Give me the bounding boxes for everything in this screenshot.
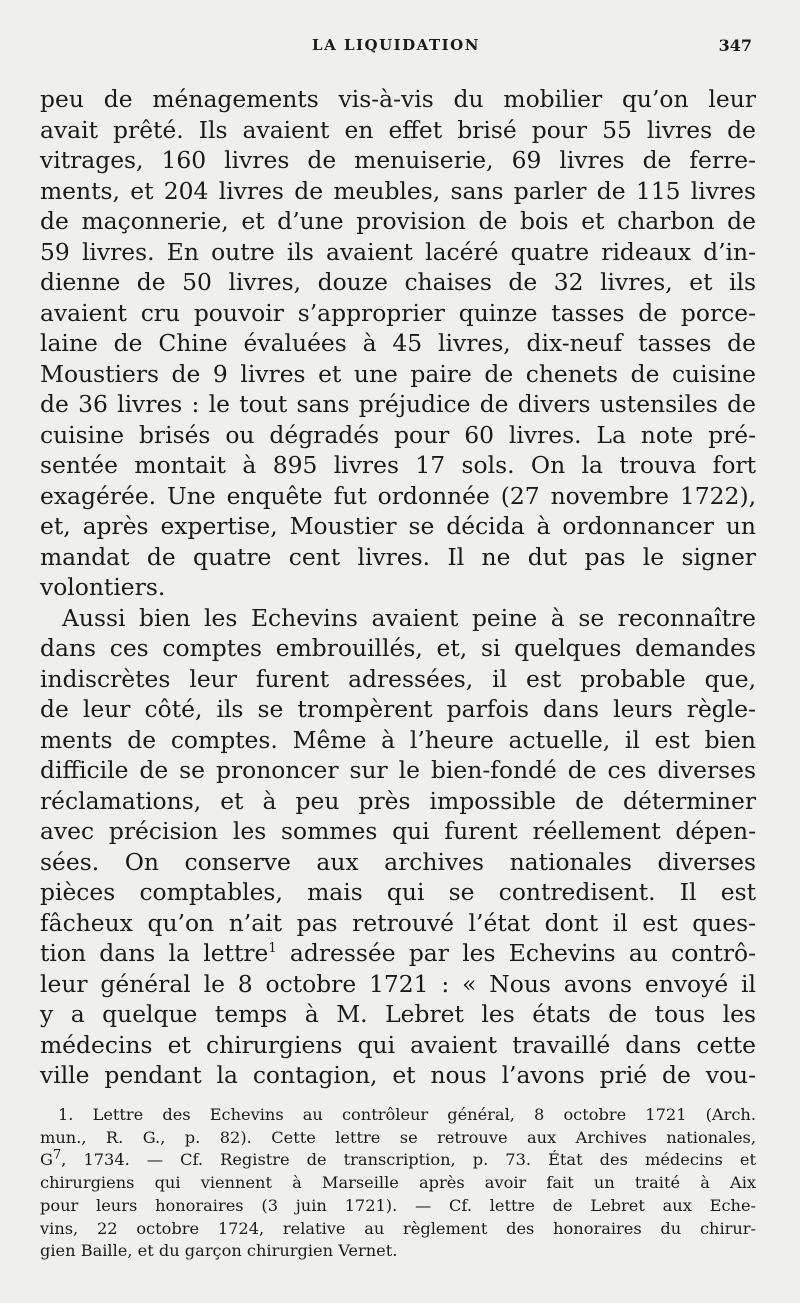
superscript: 7 [52,1148,62,1164]
text-line: fâcheux qu’on n’ait pas retrouvé l’état dont il est ques- [40,908,756,937]
text-line: de 36 livres : le tout sans préjudice de divers ustensiles de [40,390,756,418]
text-line: difficile de se prononcer sur le bien-fondé de ces diverses [40,756,756,784]
text-line [40,938,756,969]
page-header [40,36,752,62]
text-line: réclamations, et à peu près impossible de déterminer [40,786,756,815]
text-line: ments de comptes. Même à l’heure actuelle, il est bien [40,725,756,754]
text-line: Moustiers de 9 livres et une paire de chenets de cuisine [40,359,756,388]
text-line: exagérée. Une enquête fut ordonnée (27 novembre 1722), [40,481,756,510]
text-line: sées. On conserve aux archives nationales diverses [40,847,756,876]
footnote-line: chirurgiens qui viennent à Marseille après avoir fait un traité à Aix [40,1173,756,1193]
text-line: de maçonnerie, et d’une provision de bois et charbon de [40,207,756,235]
text-line: avaient cru pouvoir s’approprier quinze tasses de porce- [40,298,756,327]
text-line: de leur côté, ils se trompèrent parfois dans leurs règle- [40,695,756,723]
footnotes [40,1104,756,1263]
text-line: dans ces comptes embrouillés, et, si quelques demandes [40,634,756,662]
footnote-line: vins, 22 octobre 1724, relative au règlement des honoraires du chirur- [40,1218,756,1238]
text-line: sentée montait à 895 livres 17 sols. On la trouva fort [40,451,756,479]
page-number: 347 [718,36,752,55]
running-title: LA LIQUIDATION [312,36,480,54]
text-line: peu de ménagements vis-à-vis du mobilier qu’on leur [40,85,756,113]
footnote-line: pour leurs honoraires (3 juin 1721). — Cf. lettre de Lebret aux Eche- [40,1195,756,1215]
text-line: et, après expertise, Moustier se décida à ordonnancer un [40,512,756,540]
text-line: vitrages, 160 livres de menuiserie, 69 livres de ferre- [40,146,756,174]
text-fragment: adressée par les Echevins au contrô- [276,939,756,967]
text-line: volontiers. [40,573,166,601]
text-line: mandat de quatre cent livres. Il ne dut pas le signer [40,542,756,571]
text-line: 59 livres. En outre ils avaient lacéré quatre rideaux d’in- [40,237,756,266]
body-text [40,84,756,1091]
text-line: Aussi bien les Echevins avaient peine à se reconnaître [62,603,756,632]
text-line: médecins et chirurgiens qui avaient travaillé dans cette [40,1030,756,1059]
text-line: y a quelque temps à M. Lebret les états de tous les [40,1000,756,1028]
text-line: ments, et 204 livres de meubles, sans parler de 115 livres [40,176,756,205]
footnote-line: 1. Lettre des Echevins au contrôleur général, 8 octobre 1721 (Arch. [58,1105,756,1124]
footnote-line: mun., R. G., p. 82). Cette lettre se retrouve aux Archives nationales, [40,1127,756,1147]
text-fragment: tion dans la lettre [40,939,269,967]
text-line: ville pendant la contagion, et nous l’avons prié de vou- [40,1061,756,1089]
text-line: laine de Chine évaluées à 45 livres, dix-neuf tasses de [40,329,756,357]
text-line: indiscrètes leur furent adressées, il est probable que, [40,664,756,693]
text-line: pièces comptables, mais qui se contredisent. Il est [40,878,756,906]
text-line: avec précision les sommes qui furent réellement dépen- [40,817,756,845]
text-line: dienne de 50 livres, douze chaises de 32 livres, et ils [40,268,756,296]
footnote-line [40,1149,756,1172]
footnote-line: gien Baille, et du garçon chirurgien Vernet. [40,1241,398,1261]
footnote-marker: 1 [268,941,277,957]
text-line: cuisine brisés ou dégradés pour 60 livres. La note pré- [40,420,756,449]
text-line: leur général le 8 octobre 1721 : « Nous avons envoyé il [40,969,756,998]
text-fragment: , 1734. — Cf. Registre de transcription, p. 73. État des médecins et [61,1150,756,1170]
text-fragment: G [40,1150,53,1170]
text-line: avait prêté. Ils avaient en effet brisé pour 55 livres de [40,115,756,144]
